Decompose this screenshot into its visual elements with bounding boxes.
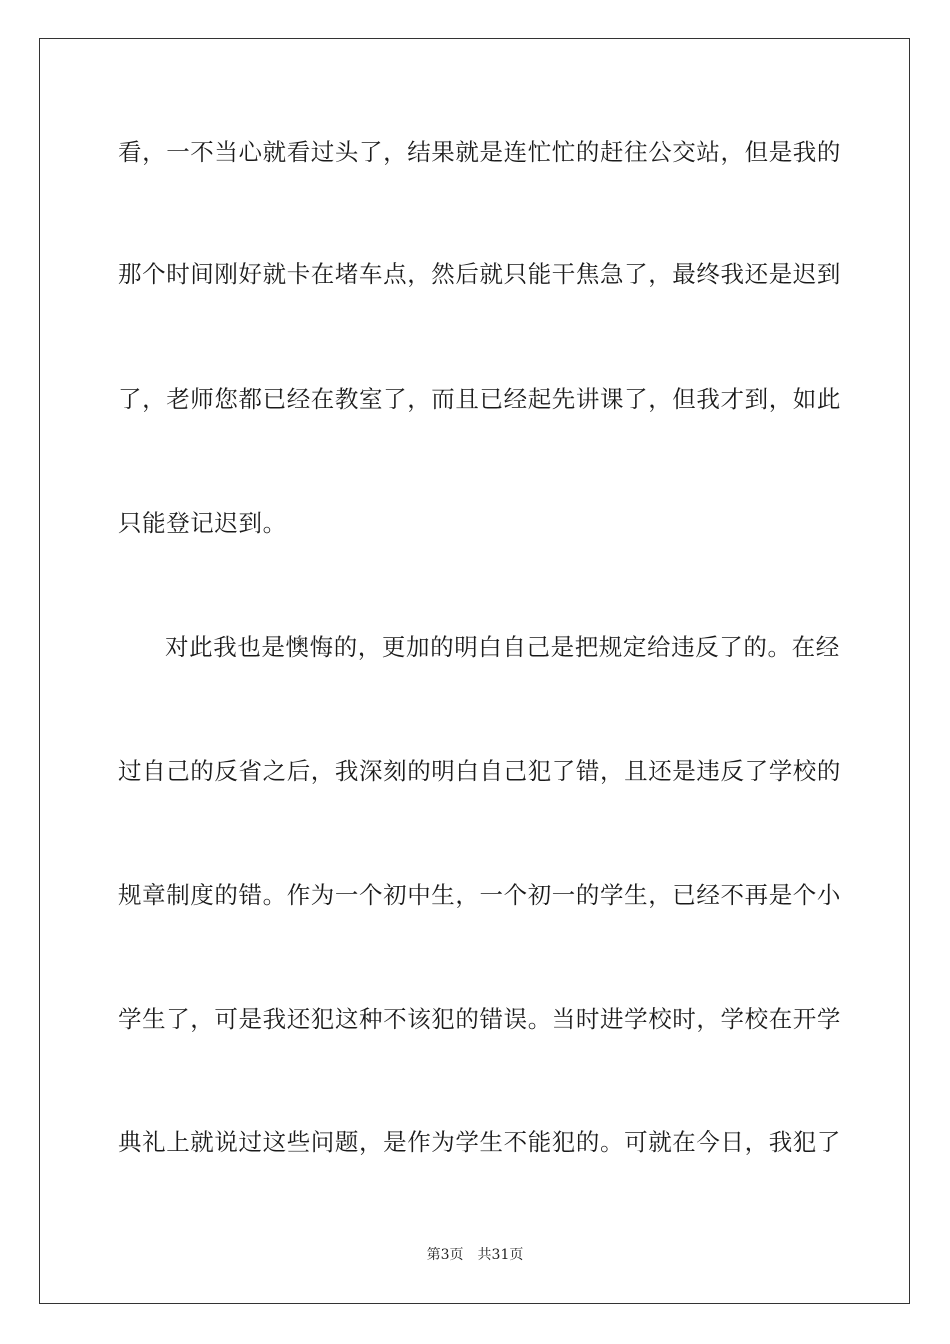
page-frame <box>39 38 910 1304</box>
text-line-9: 典礼上就说过这些问题，是作为学生不能犯的。可就在今日，我犯了 <box>118 1128 841 1156</box>
text-line-8: 学生了，可是我还犯这种不该犯的错误。当时进学校时，学校在开学 <box>118 1005 841 1033</box>
page-footer <box>0 1246 950 1264</box>
text-line-6: 过自己的反省之后，我深刻的明白自己犯了错，且还是违反了学校的 <box>118 757 841 785</box>
page-total: 共31页 <box>477 1247 524 1263</box>
text-line-3: 了，老师您都已经在教室了，而且已经起先讲课了，但我才到，如此 <box>118 385 841 413</box>
page-number: 第3页 <box>426 1247 464 1263</box>
text-line-1: 看，一不当心就看过头了，结果就是连忙忙的赶往公交站，但是我的 <box>118 138 841 166</box>
text-line-2: 那个时间刚好就卡在堵车点，然后就只能干焦急了，最终我还是迟到 <box>118 260 841 288</box>
text-line-5-paragraph-start: 对此我也是懊悔的，更加的明白自己是把规定给违反了的。在经 <box>165 633 840 661</box>
text-line-7: 规章制度的错。作为一个初中生，一个初一的学生，已经不再是个小 <box>118 881 841 909</box>
text-line-4: 只能登记迟到。 <box>118 509 287 537</box>
